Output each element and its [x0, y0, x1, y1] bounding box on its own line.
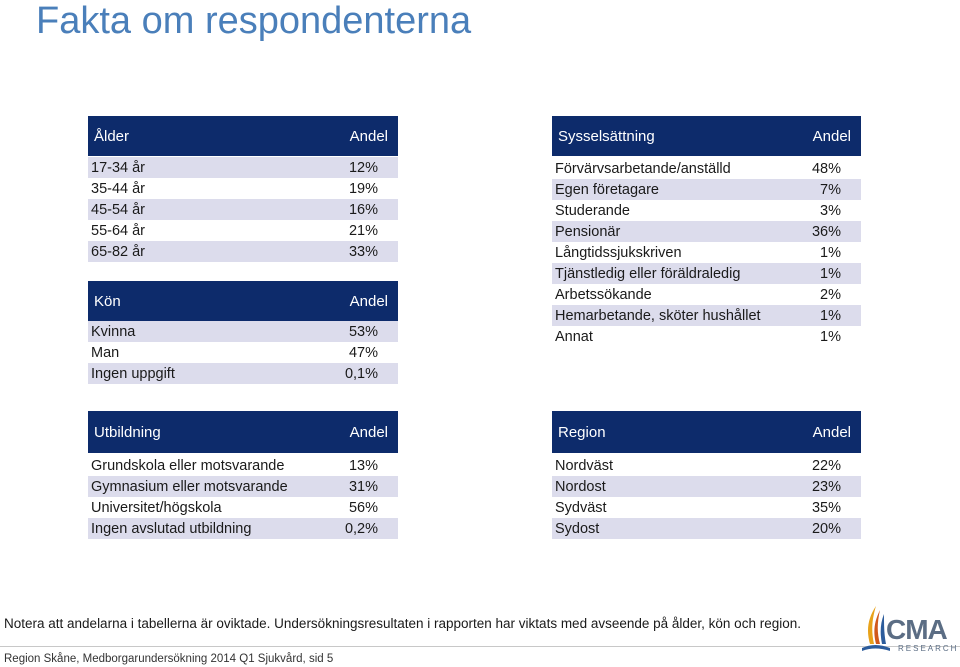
table-row: Ingen uppgift 0,1% — [88, 363, 398, 384]
table-row: 45-54 år 16% — [88, 199, 398, 220]
page-title: Fakta om respondenterna — [36, 0, 472, 42]
employment-header-value: Andel — [812, 127, 851, 145]
table-row: Arbetssökande 2% — [552, 284, 861, 305]
age-table — [88, 116, 398, 384]
gender-header-label: Kön — [94, 292, 121, 310]
table-row: Man 47% — [88, 342, 398, 363]
region-table — [552, 411, 861, 539]
table-row: 35-44 år 19% — [88, 178, 398, 199]
table-row: Nordost 23% — [552, 476, 861, 497]
employment-table — [552, 116, 861, 347]
table-row: Grundskola eller motsvarande 13% — [88, 455, 398, 476]
education-table-header — [88, 411, 398, 453]
region-header-value: Andel — [812, 423, 851, 441]
table-row: Egen företagare 7% — [552, 179, 861, 200]
table-row: Tjänstledig eller föräldraledig 1% — [552, 263, 861, 284]
footer-divider — [0, 646, 960, 647]
region-table-header — [552, 411, 861, 453]
age-header-label: Ålder — [94, 127, 130, 145]
logo-name: CMA — [886, 614, 947, 645]
table-row: Gymnasium eller motsvarande 31% — [88, 476, 398, 497]
education-header-label: Utbildning — [94, 423, 161, 441]
gender-table-header — [88, 281, 398, 321]
employment-header-label: Sysselsättning — [558, 127, 655, 145]
table-row: Sydost 20% — [552, 518, 861, 539]
page-footer: Region Skåne, Medborgarundersökning 2014 Q1 Sjukvård, sid 5 — [4, 653, 334, 665]
table-row: Hemarbetande, sköter hushållet 1% — [552, 305, 861, 326]
footnote: Notera att andelarna i tabellerna är oviktade. Undersökningsresultaten i rapporten har viktats med avseende på ålder, kön och region. — [4, 616, 801, 631]
table-row: Annat 1% — [552, 326, 861, 347]
logo-subtitle: RESEARCH — [898, 644, 959, 653]
age-table-header — [88, 116, 398, 156]
table-row: Studerande 3% — [552, 200, 861, 221]
table-row: 17-34 år 12% — [88, 157, 398, 178]
gender-header-value: Andel — [349, 292, 388, 310]
table-row: Universitet/högskola 56% — [88, 497, 398, 518]
table-row: Långtidssjukskriven 1% — [552, 242, 861, 263]
table-row: 65-82 år 33% — [88, 241, 398, 262]
cma-logo — [858, 604, 958, 654]
table-row: Nordväst 22% — [552, 455, 861, 476]
region-header-label: Region — [558, 423, 606, 441]
education-table — [88, 411, 398, 539]
table-row: 55-64 år 21% — [88, 220, 398, 241]
table-row: Förvärvsarbetande/anställd 48% — [552, 158, 861, 179]
age-header-value: Andel — [349, 127, 388, 145]
table-row: Sydväst 35% — [552, 497, 861, 518]
education-header-value: Andel — [349, 423, 388, 441]
table-row: Pensionär 36% — [552, 221, 861, 242]
table-row: Kvinna 53% — [88, 321, 398, 342]
employment-table-header — [552, 116, 861, 156]
table-row: Ingen avslutad utbildning 0,2% — [88, 518, 398, 539]
